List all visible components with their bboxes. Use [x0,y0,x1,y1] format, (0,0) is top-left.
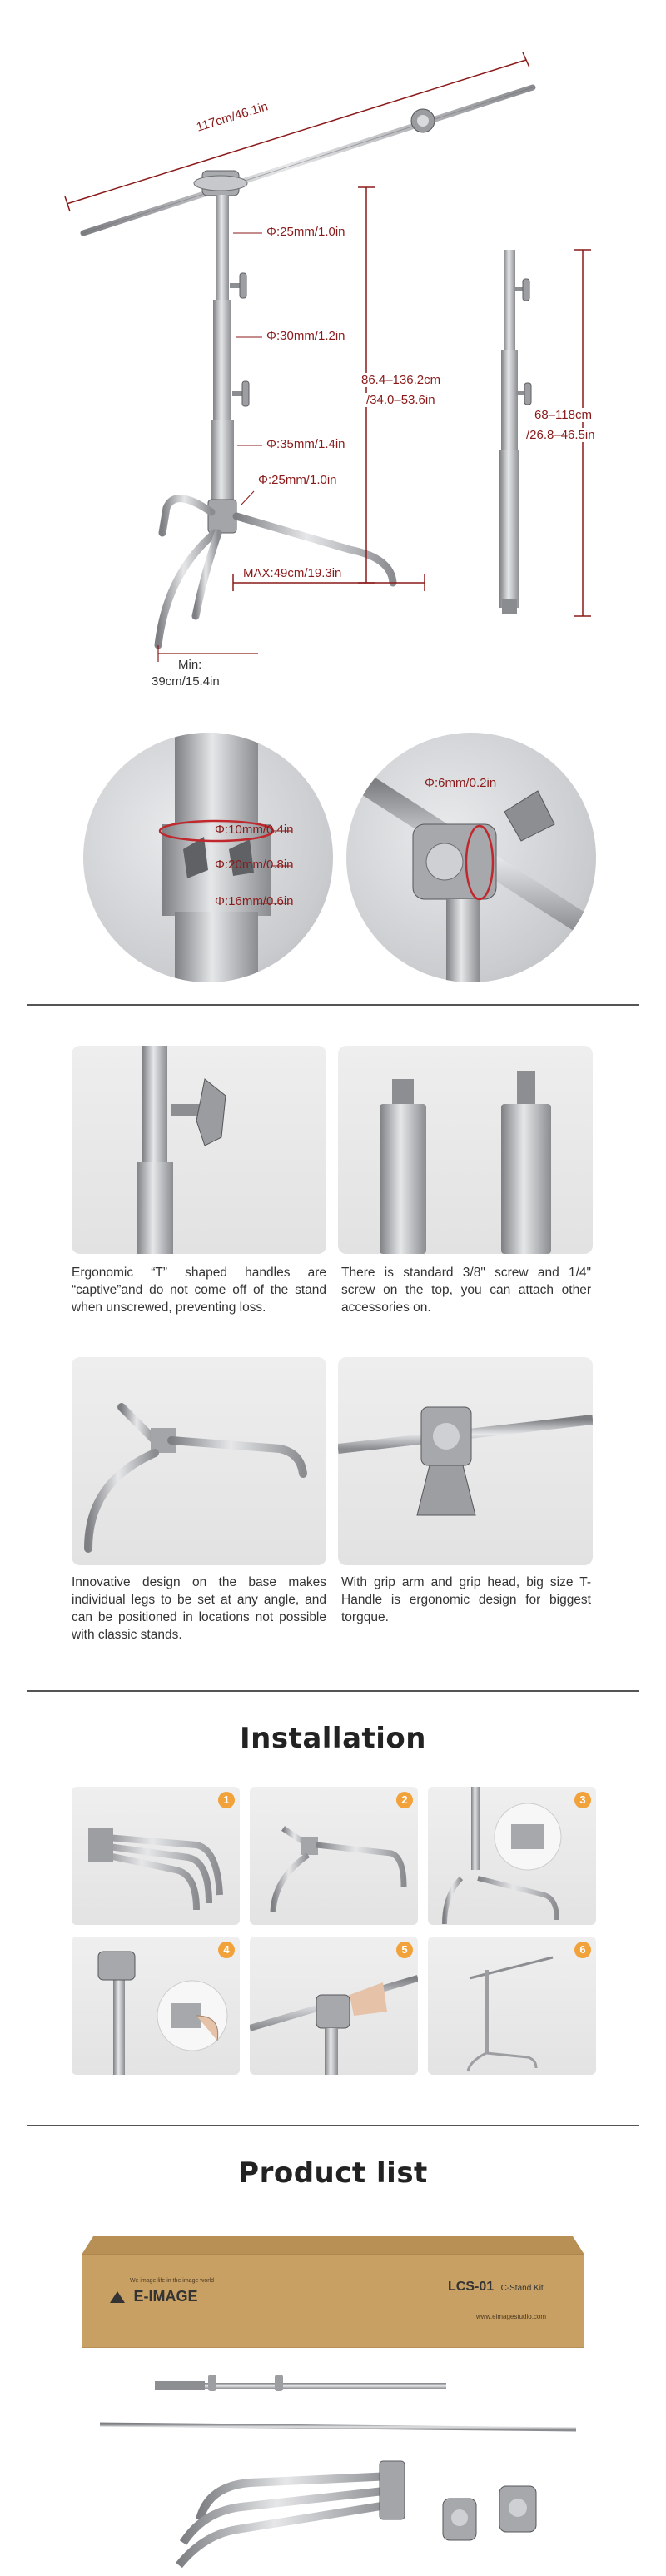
section-divider-3 [27,2125,639,2126]
kit-name: C-Stand Kit [500,2284,544,2293]
kit-contents-illustration [0,2353,666,2576]
step-badge-3: 3 [574,1792,591,1808]
step-2-illustration [250,1787,418,1925]
install-step-2 [250,1787,418,1925]
install-step-3 [428,1787,596,1925]
brand-logo-icon [110,2291,125,2303]
box-model [448,2280,544,2295]
feature-text-screws: There is standard 3/8" screw and 1/4" screw on the top, you can attach other accessories on. [341,1266,591,1315]
box-brand-logo [110,2288,197,2305]
model-name: LCS-01 [448,2280,495,2294]
height-range-in-label: /34.0–53.6in [366,393,435,407]
max-base-label: MAX:49cm/19.3in [243,566,342,580]
detail-diameter-20mm: Φ:20mm/0.8in [215,858,294,872]
column-range-in-label: /26.8–46.5in [526,428,595,442]
product-box [82,2221,584,2348]
feature-text-t-handle: Ergonomic “T” shaped handles are “captive”and do not come off of the stand when unscrewed, preventing loss. [72,1266,326,1315]
diameter-top-label: Φ:25mm/1.0in [266,225,345,239]
step-badge-5: 5 [396,1942,413,1958]
feature-image-grip-head [338,1357,593,1565]
product-list-title: Product list [238,2156,428,2190]
installation-title: Installation [239,1722,426,1755]
height-range-cm-label: 86.4–136.2cm [361,373,441,387]
grip-head-photo [338,1357,593,1565]
t-handle-photo [72,1046,326,1254]
step-badge-2: 2 [396,1792,413,1808]
step-badge-1: 1 [218,1792,235,1808]
boom-length-label: 117cm/46.1in [194,99,270,135]
step-badge-4: 4 [218,1942,235,1958]
install-step-5 [250,1937,418,2075]
step-6-illustration [428,1937,596,2075]
detail-diameter-16mm: Φ:16mm/0.6in [215,894,294,908]
detail-circle-column [83,733,333,982]
brand-name: E-IMAGE [133,2288,198,2305]
diameter-lower-label: Φ:35mm/1.4in [266,437,345,451]
column-range-cm-label: 68–118cm [534,408,592,422]
c-stand-diagram [0,0,666,716]
feature-text-base: Innovative design on the base makes individual legs to be set at any angle, and can be positioned in locations not possible with classic stands. [72,1575,326,1642]
feature-image-screws [338,1046,593,1254]
install-step-6 [428,1937,596,2075]
brand-tagline: We image life in the image world [130,2278,215,2284]
detail-diameter-6mm: Φ:6mm/0.2in [425,776,497,790]
section-divider-1 [27,1004,639,1006]
min-base-label: 39cm/15.4in [152,674,220,689]
feature-image-t-handle [72,1046,326,1254]
column-joint-detail [83,733,333,982]
min-label: Min: [178,658,202,672]
step-3-illustration [428,1787,596,1925]
step-4-illustration [72,1937,240,2075]
feature-image-base [72,1357,326,1565]
grip-head-detail [346,733,596,982]
detail-diameter-10mm: Φ:10mm/0.4in [215,823,294,837]
section-divider-2 [27,1690,639,1692]
diameter-upper-label: Φ:30mm/1.2in [266,329,345,343]
box-website: www.eimagestudio.com [476,2313,547,2320]
detail-circle-grip-head [346,733,596,982]
step-badge-6: 6 [574,1942,591,1958]
install-step-1 [72,1787,240,1925]
install-step-4 [72,1937,240,2075]
step-5-illustration [250,1937,418,2075]
feature-text-grip-head: With grip arm and grip head, big size T-Handle is ergonomic design for biggest torgque. [341,1575,591,1624]
step-1-illustration [72,1787,240,1925]
turtle-base-photo [72,1357,326,1565]
diameter-base-label: Φ:25mm/1.0in [258,473,337,487]
spigot-screws-photo [338,1046,593,1254]
